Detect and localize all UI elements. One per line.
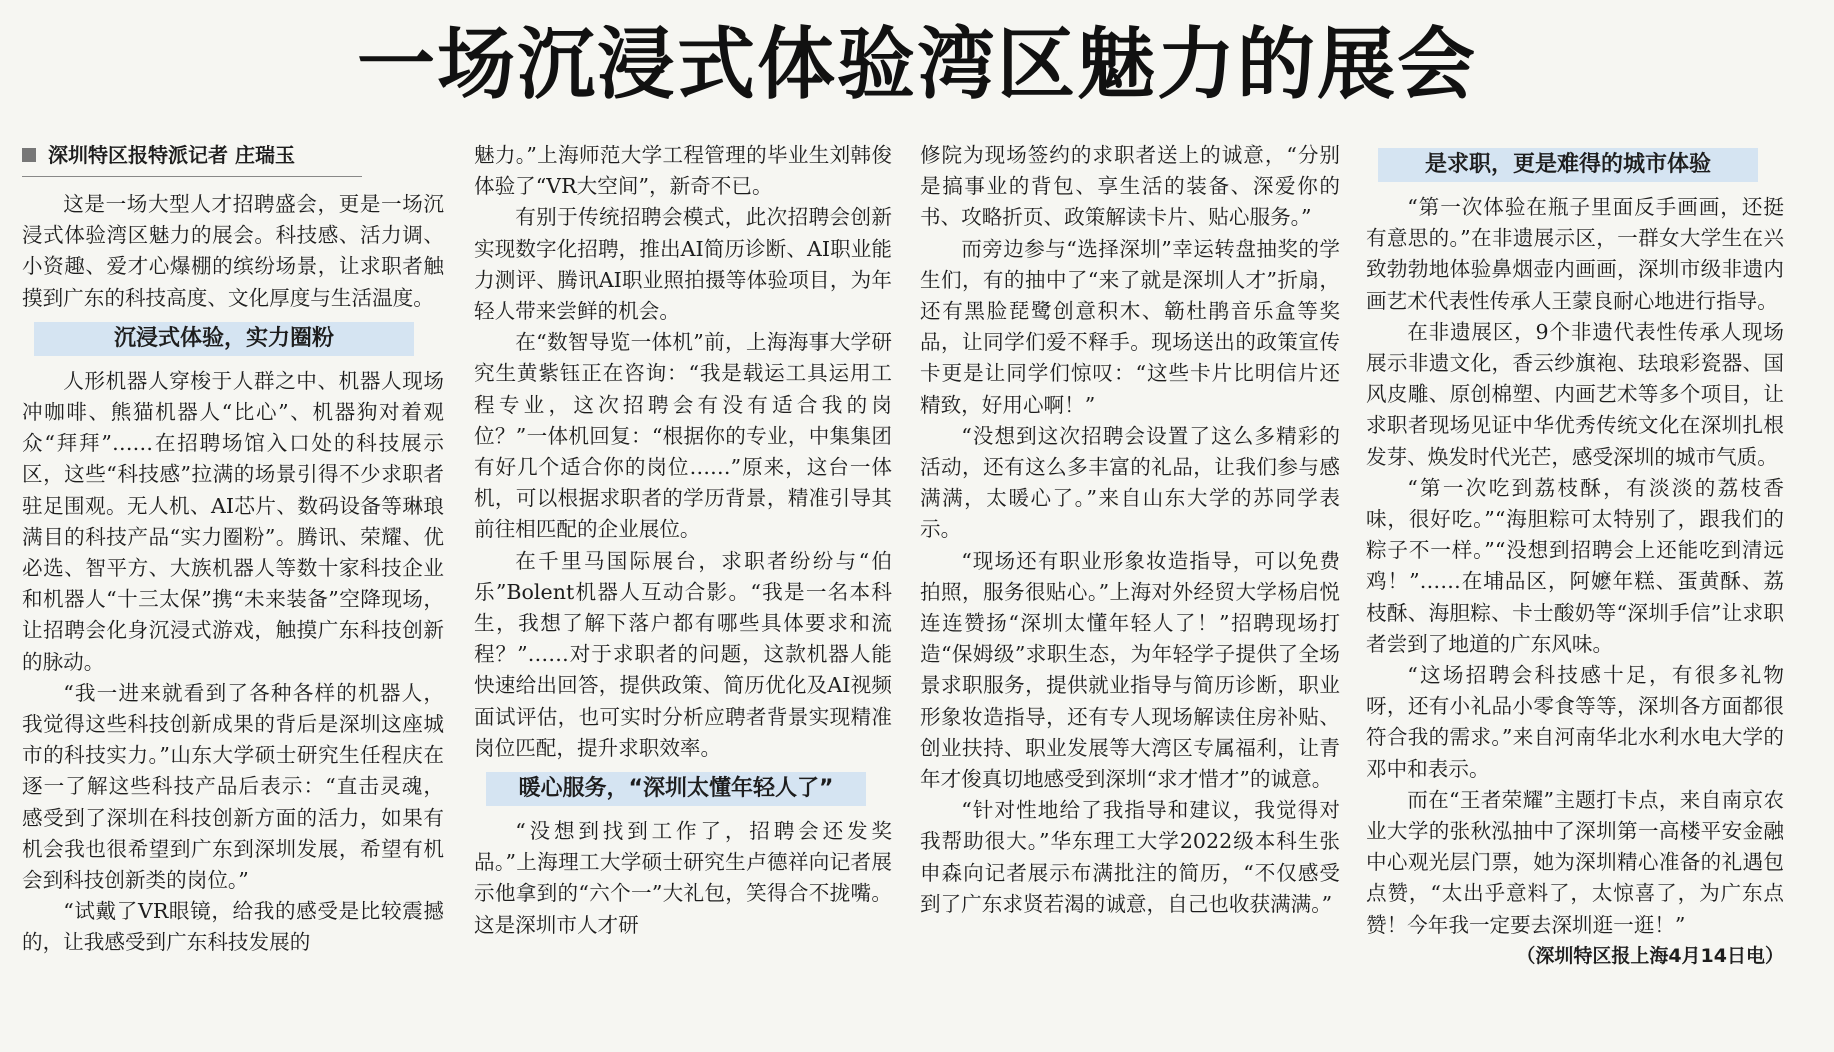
- paragraph: 在非遗展区，9个非遗代表性传承人现场展示非遗文化，香云纱旗袍、珐琅彩瓷器、国风皮雕、原创棉塑、内画艺术等多个项目，让求职者现场见证中华优秀传统文化在深圳扎根发芽、焕发时代光芒，感受深圳的城市气质。: [1366, 319, 1784, 469]
- section-heading: 是求职，更是难得的城市体验: [1378, 148, 1758, 182]
- article-column-3: [920, 140, 1340, 1020]
- paragraph: 修院为现场签约的求职者送上的诚意，“分别是搞事业的背包、享生活的装备、深爱你的书、攻略折页、政策解读卡片、贴心服务。”: [920, 143, 1340, 230]
- paragraph: “现场还有职业形象妆造指导，可以免费拍照，服务很贴心。”上海对外经贸大学杨启悦连连赞扬“深圳太懂年轻人了！”招聘现场打造“保姆级”求职生态，为年轻学子提供了全场景求职服务，提供就业指导与简历诊断，职业形象妆造指导，还有专人现场解读住房补贴、创业扶持、职业发展等大湾区专属福利，让青年才俊真切地感受到深圳“求才惜才”的诚意。: [920, 548, 1340, 792]
- dateline: （深圳特区报上海4月14日电）: [1516, 944, 1784, 967]
- paragraph: “我一进来就看到了各种各样的机器人，我觉得这些科技创新成果的背后是深圳这座城市的科技实力。”山东大学硕士研究生任程庆在逐一了解这些科技产品后表示：“直击灵魂，感受到了深圳在科技创新方面的活力，如果有机会我也很希望到广东到深圳发展，希望有机会到科技创新类的岗位。”: [22, 680, 444, 893]
- paragraph: “试戴了VR眼镜，给我的感受是比较震撼的，让我感受到广东科技发展的: [22, 899, 444, 955]
- article-column-4: [1366, 140, 1784, 1020]
- paragraph: 在“数智导览一体机”前，上海海事大学研究生黄紫钰正在咨询：“我是载运工具运用工程专业，这次招聘会有没有适合我的岗位？”一体机回复：“根据你的专业，中集集团有好几个适合你的岗位……”原来，这台一体机，可以根据求职者的学历背景，精准引导其前往相匹配的企业展位。: [474, 330, 892, 542]
- paragraph: “这场招聘会科技感十足，有很多礼物呀，还有小礼品小零食等等，深圳各方面都很符合我的需求。”来自河南华北水利水电大学的邓中和表示。: [1366, 663, 1784, 781]
- paragraph: 人形机器人穿梭于人群之中、机器人现场冲咖啡、熊猫机器人“比心”、机器狗对着观众“拜拜”……在招聘场馆入口处的科技展示区，这些“科技感”拉满的场景引得不少求职者驻足围观。无人机、AI芯片、数码设备等琳琅满目的科技产品“实力圈粉”。腾讯、荣耀、优必选、智平方、大族机器人等数十家科技企业和机器人“十三太保”携“未来装备”空降现场，让招聘会化身沉浸式游戏，触摸广东科技创新的脉动。: [22, 368, 444, 674]
- paragraph: 这是一场大型人才招聘盛会，更是一场沉浸式体验湾区魅力的展会。科技感、活力调、小资趣、爱才心爆棚的缤纷场景，让求职者触摸到广东的科技高度、文化厚度与生活温度。: [22, 192, 444, 310]
- paragraph: 有别于传统招聘会模式，此次招聘会创新实现数字化招聘，推出AI简历诊断、AI职业能力测评、腾讯AI职业照拍摄等体验项目，为年轻人带来尝鲜的机会。: [474, 205, 892, 324]
- paragraph: “第一次吃到荔枝酥，有淡淡的荔枝香味，很好吃。”“海胆粽可太特别了，跟我们的粽子不一样。”“没想到招聘会上还能吃到清远鸡！”……在埔品区，阿嬷年糕、蛋黄酥、荔枝酥、海胆粽、卡士酸奶等“深圳手信”让求职者尝到了地道的广东风味。: [1366, 475, 1784, 656]
- byline: [22, 140, 362, 177]
- paragraph: “针对性地给了我指导和建议，我觉得对我帮助很大。”华东理工大学2022级本科生张申森向记者展示布满批注的简历，“不仅感受到了广东求贤若渴的诚意，自己也收获满满。”: [920, 798, 1340, 916]
- paragraph: 而在“王者荣耀”主题打卡点，来自南京农业大学的张秋泓抽中了深圳第一高楼平安金融中心观光层门票，她为深圳精心准备的礼遇包点赞，“太出乎意料了，太惊喜了，为广东点赞！今年我一定要去深圳逛一逛！”: [1366, 787, 1784, 937]
- paragraph: “没想到找到工作了，招聘会还发奖品。”上海理工大学硕士研究生卢德祥向记者展示他拿到的“六个一”大礼包，笑得合不拢嘴。这是深圳市人才研: [474, 819, 892, 937]
- paragraph: 魅力。”上海师范大学工程管理的毕业生刘韩俊体验了“VR大空间”，新奇不已。: [474, 143, 892, 199]
- article-column-1: [22, 140, 444, 1020]
- byline-text: 深圳特区报特派记者 庄瑞玉: [48, 143, 295, 167]
- square-bullet-icon: [22, 148, 36, 162]
- section-heading: 沉浸式体验，实力圈粉: [34, 322, 414, 356]
- page-title: 一场沉浸式体验湾区魅力的展会: [356, 20, 1477, 110]
- article-column-2: [474, 140, 892, 1020]
- paragraph: 在千里马国际展台，求职者纷纷与“伯乐”Bolent机器人互动合影。“我是一名本科生，我想了解下落户都有哪些具体要求和流程？”……对于求职者的问题，这款机器人能快速给出回答，提供政策、简历优化及AI视频面试评估，也可实时分析应聘者背景实现精准岗位匹配，提升求职效率。: [474, 548, 892, 760]
- paragraph: 而旁边参与“选择深圳”幸运转盘抽奖的学生们，有的抽中了“来了就是深圳人才”折扇，还有黑脸琵鹭创意积木、簕杜鹃音乐盒等奖品，让同学们爱不释手。现场送出的政策宣传卡更是让同学们惊叹：“这些卡片比明信片还精致，好用心啊！”: [920, 236, 1340, 417]
- section-heading: 暖心服务，“深圳太懂年轻人了”: [486, 772, 866, 806]
- paragraph: “第一次体验在瓶子里面反手画画，还挺有意思的。”在非遗展示区，一群女大学生在兴致勃勃地体验鼻烟壶内画画，深圳市级非遗内画艺术代表性传承人王蒙良耐心地进行指导。: [1366, 195, 1784, 313]
- paragraph: “没想到这次招聘会设置了这么多精彩的活动，还有这么多丰富的礼品，让我们参与感满满，太暖心了。”来自山东大学的苏同学表示。: [920, 423, 1340, 542]
